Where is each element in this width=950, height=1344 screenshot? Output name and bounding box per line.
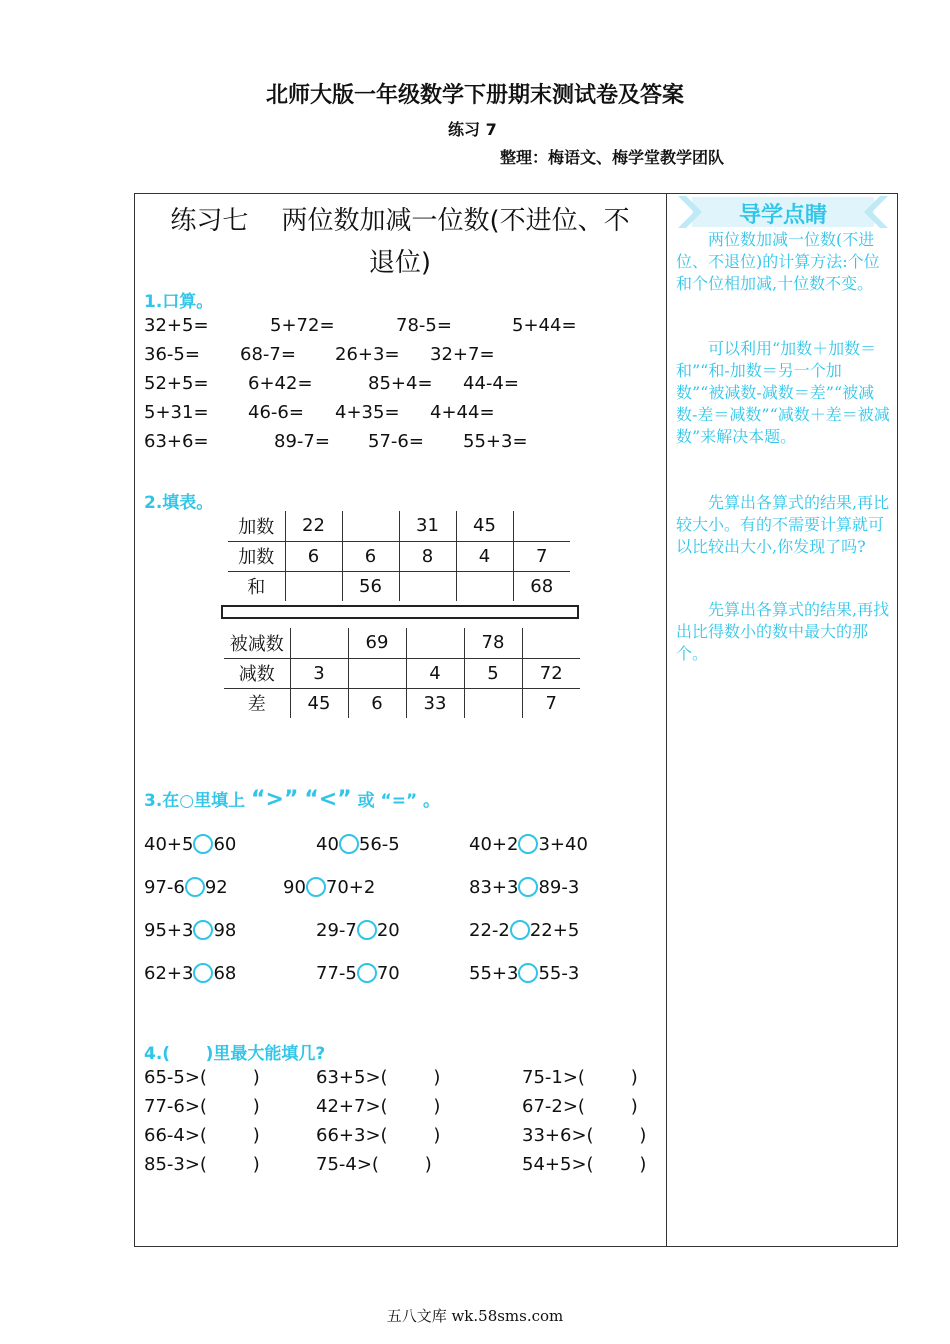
table-cell[interactable]: 68: [513, 571, 570, 601]
table-cell[interactable]: [406, 628, 464, 658]
compare-item: 40+5 60: [144, 834, 237, 855]
section2-heading: 2.填表。: [144, 493, 214, 513]
calc-item: 32+7=: [430, 344, 495, 365]
table-cell[interactable]: 78: [464, 628, 522, 658]
compare-circle[interactable]: [357, 920, 377, 940]
fill-item[interactable]: 66-4>( ): [144, 1125, 260, 1146]
table-cell[interactable]: 5: [464, 658, 522, 688]
calc-item: 78-5=: [396, 315, 452, 336]
guide-paragraph: 两位数加减一位数(不进位、不退位)的计算方法:个位和个位相加减,十位数不变。: [676, 230, 880, 293]
fill-item[interactable]: 42+7>( ): [316, 1096, 441, 1117]
compare-circle[interactable]: [510, 920, 530, 940]
table-cell[interactable]: 45: [456, 511, 513, 541]
table-cell[interactable]: [285, 571, 342, 601]
table-cell[interactable]: [348, 658, 406, 688]
row-label: 加数: [238, 516, 275, 538]
compare-item: 40+2 3+40: [469, 834, 588, 855]
calc-item: 68-7=: [240, 344, 296, 365]
table-cell[interactable]: [456, 571, 513, 601]
table-cell[interactable]: 45: [290, 688, 348, 718]
calc-item: 5+31=: [144, 402, 209, 423]
compare-circle[interactable]: [193, 834, 213, 854]
calc-item: 26+3=: [335, 344, 400, 365]
document-title: 北师大版一年级数学下册期末测试卷及答案: [265, 83, 684, 108]
compare-circle[interactable]: [193, 920, 213, 940]
compare-circle[interactable]: [518, 963, 538, 983]
guide-paragraph: 可以利用“加数＋加数＝和”“和-加数＝另一个加数”“被减数-减数＝差”“被减数-差＝减数”“减数＋差＝被减数”来解决本题。: [676, 339, 890, 446]
table-cell[interactable]: 69: [348, 628, 406, 658]
fill-item[interactable]: 63+5>( ): [316, 1067, 441, 1088]
table-cell[interactable]: 22: [285, 511, 342, 541]
calc-item: 55+3=: [463, 431, 528, 452]
compare-item: 55+3 55-3: [469, 963, 580, 984]
compare-circle[interactable]: [518, 877, 538, 897]
editor-credit: 整理：梅语文、梅学堂教学团队: [500, 148, 725, 167]
document-subtitle: 练习 7: [448, 120, 497, 139]
table-cell[interactable]: [290, 628, 348, 658]
calc-item: 85+4=: [368, 373, 433, 394]
calc-item: 46-6=: [248, 402, 304, 423]
table-cell[interactable]: [522, 628, 580, 658]
row-label: 和: [247, 577, 266, 599]
table-cell[interactable]: 7: [513, 541, 570, 571]
compare-circle[interactable]: [518, 834, 538, 854]
compare-circle[interactable]: [357, 963, 377, 983]
subtraction-table: [224, 628, 580, 718]
table-separator-bar: [221, 605, 579, 619]
table-cell[interactable]: 56: [342, 571, 399, 601]
calc-item: 6+42=: [248, 373, 313, 394]
calc-item: 32+5=: [144, 315, 209, 336]
row-label: 加数: [238, 547, 275, 568]
fill-item[interactable]: 65-5>( ): [144, 1067, 260, 1088]
compare-item: 29-7 20: [316, 920, 400, 941]
row-label: 差: [247, 694, 266, 716]
row-label: 被减数: [229, 633, 284, 655]
guide-paragraph: 先算出各算式的结果,再找出比得数小的数中最大的那个。: [676, 600, 890, 663]
compare-item: 40 56-5: [316, 834, 400, 855]
compare-item: 77-5 70: [316, 963, 400, 984]
table-cell[interactable]: 6: [285, 541, 342, 571]
calc-item: 57-6=: [368, 431, 424, 452]
fill-item[interactable]: 66+3>( ): [316, 1125, 441, 1146]
fill-item[interactable]: 33+6>( ): [522, 1125, 647, 1146]
table-cell[interactable]: 31: [399, 511, 456, 541]
calc-item: 5+72=: [270, 315, 335, 336]
row-label: 减数: [238, 664, 275, 685]
guide-paragraph: 先算出各算式的结果,再比较大小。有的不需要计算就可以比较出大小,你发现了吗?: [676, 493, 890, 556]
fill-item[interactable]: 77-6>( ): [144, 1096, 260, 1117]
calc-item: 5+44=: [512, 315, 577, 336]
fill-item[interactable]: 75-1>( ): [522, 1067, 638, 1088]
calc-item: 44-4=: [463, 373, 519, 394]
footer-watermark: 五八文库 wk.58sms.com: [386, 1307, 564, 1325]
fill-item[interactable]: 85-3>( ): [144, 1154, 260, 1175]
compare-circle[interactable]: [306, 877, 326, 897]
table-cell[interactable]: [464, 688, 522, 718]
compare-item: 95+3 98: [144, 920, 237, 941]
table-cell[interactable]: 3: [290, 658, 348, 688]
calc-item: 4+35=: [335, 402, 400, 423]
compare-circle[interactable]: [339, 834, 359, 854]
fill-item[interactable]: 75-4>( ): [316, 1154, 432, 1175]
column-divider: [666, 193, 667, 1247]
table-cell[interactable]: 6: [348, 688, 406, 718]
calc-item: 36-5=: [144, 344, 200, 365]
calc-item: 89-7=: [274, 431, 330, 452]
guide-header: [676, 194, 890, 230]
table-cell[interactable]: [342, 511, 399, 541]
section3-heading: 3.在○里填上 “>” “<” 或 “=” 。: [144, 787, 441, 812]
table-cell[interactable]: [513, 511, 570, 541]
compare-item: 97-6 92: [144, 877, 228, 898]
fill-item[interactable]: 67-2>( ): [522, 1096, 638, 1117]
section1-heading: 1.口算。: [144, 292, 214, 312]
compare-item: 22-2 22+5: [469, 920, 580, 941]
table-cell[interactable]: 7: [522, 688, 580, 718]
section4-heading: 4.( )里最大能填几?: [144, 1044, 326, 1064]
compare-item: 90 70+2: [283, 877, 376, 898]
calc-item: 52+5=: [144, 373, 209, 394]
compare-circle[interactable]: [185, 877, 205, 897]
table-cell[interactable]: 4: [456, 541, 513, 571]
addition-table: [228, 511, 570, 601]
table-cell[interactable]: 33: [406, 688, 464, 718]
compare-item: 83+3 89-3: [469, 877, 580, 898]
table-cell[interactable]: 72: [522, 658, 580, 688]
compare-circle[interactable]: [193, 963, 213, 983]
fill-item[interactable]: 54+5>( ): [522, 1154, 647, 1175]
table-cell[interactable]: [399, 571, 456, 601]
table-cell[interactable]: 6: [342, 541, 399, 571]
calc-item: 63+6=: [144, 431, 209, 452]
calc-item: 4+44=: [430, 402, 495, 423]
guide-title: 导学点睛: [738, 203, 827, 228]
compare-item: 62+3 68: [144, 963, 237, 984]
table-cell[interactable]: 4: [406, 658, 464, 688]
lesson-title: 练习七 两位数加减一位数(不进位、不 退位): [170, 206, 630, 278]
table-cell[interactable]: 8: [399, 541, 456, 571]
